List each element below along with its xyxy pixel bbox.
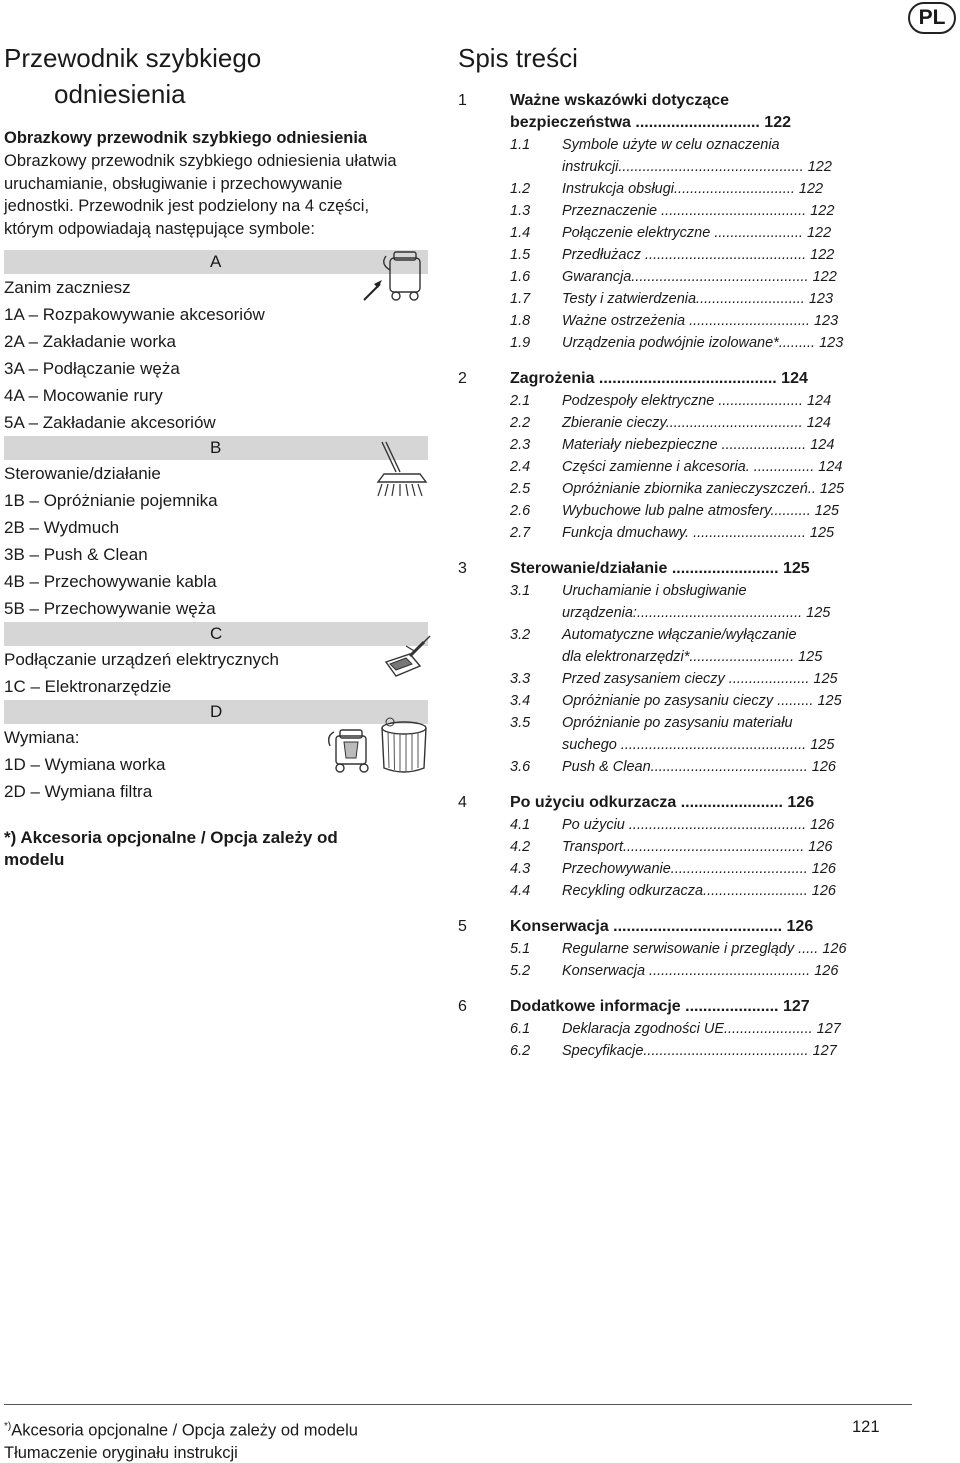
chapter-title-line: Zagrożenia ........................................ 124 bbox=[510, 370, 808, 387]
entry-title: Transport............................................. 126 bbox=[562, 839, 833, 855]
entry-number: 4.1 bbox=[510, 817, 531, 833]
entry-title: Opróżnianie zbiornika zanieczyszczeń.. 125 bbox=[562, 481, 845, 497]
list-item: 3A – Podłączanie węża bbox=[4, 359, 180, 378]
entry-title: suchego .............................................. 125 bbox=[562, 737, 835, 753]
list-item: 2D – Wymiana filtra bbox=[4, 782, 153, 801]
intro-heading: Obrazkowy przewodnik szybkiego odniesienia bbox=[4, 129, 368, 147]
footer-divider bbox=[4, 1404, 912, 1405]
translation-note: Tłumaczenie oryginału instrukcji bbox=[4, 1443, 238, 1462]
section-bar-d bbox=[4, 700, 428, 724]
vacuum-unpack-icon bbox=[360, 248, 428, 306]
toc-entry[interactable] bbox=[458, 960, 888, 982]
entry-title: urządzenia:......................................... 125 bbox=[562, 605, 831, 621]
entry-title: Push & Clean....................................... 126 bbox=[562, 759, 836, 775]
entry-title: Po użyciu ............................................ 126 bbox=[562, 817, 835, 833]
chapter-title-line: Sterowanie/działanie ........................ 125 bbox=[510, 560, 810, 577]
toc-entry[interactable] bbox=[458, 390, 888, 412]
page-number: 121 bbox=[852, 1418, 880, 1436]
section-bar-c bbox=[4, 622, 428, 646]
entry-number: 1.8 bbox=[510, 313, 531, 329]
list-item: 5B – Przechowywanie węża bbox=[4, 599, 216, 618]
section-heading: Wymiana: bbox=[4, 728, 80, 747]
toc-entry[interactable] bbox=[458, 310, 888, 332]
entry-number: 2.6 bbox=[510, 503, 531, 519]
entry-number: 5.2 bbox=[510, 963, 531, 979]
toc-entry[interactable] bbox=[458, 332, 888, 354]
toc-chapter-2[interactable] bbox=[458, 368, 888, 390]
toc-entry[interactable] bbox=[458, 456, 888, 478]
footnote-text: Akcesoria opcjonalne / Opcja zależy od modelu bbox=[11, 1421, 358, 1440]
chapter-number: 3 bbox=[458, 560, 467, 577]
entry-number: 2.1 bbox=[510, 393, 531, 409]
chapter-number: 1 bbox=[458, 92, 467, 109]
entry-title: Deklaracja zgodności UE...................... 127 bbox=[562, 1021, 841, 1037]
entry-number: 1.1 bbox=[510, 137, 531, 153]
chapter-title-line: Po użyciu odkurzacza ....................... 126 bbox=[510, 794, 815, 811]
toc-entry[interactable] bbox=[458, 668, 888, 690]
entry-title: dla elektronarzędzi*.......................... 125 bbox=[562, 649, 823, 665]
section-letter: C bbox=[210, 624, 223, 643]
list-item: 1C – Elektronarzędzie bbox=[4, 677, 172, 696]
toc-entry[interactable] bbox=[458, 712, 888, 756]
entry-number: 4.2 bbox=[510, 839, 531, 855]
toc-entry[interactable] bbox=[458, 200, 888, 222]
list-item: 4B – Przechowywanie kabla bbox=[4, 572, 217, 591]
entry-title: Połączenie elektryczne ...................... 122 bbox=[562, 225, 832, 241]
toc-entry[interactable] bbox=[458, 756, 888, 778]
table-of-contents bbox=[458, 40, 888, 1062]
chapter-number: 4 bbox=[458, 794, 467, 811]
entry-title: Automatyczne włączanie/wyłączanie bbox=[562, 627, 797, 643]
entry-number: 1.3 bbox=[510, 203, 531, 219]
toc-chapter-5[interactable] bbox=[458, 916, 888, 938]
title-line-1: Przewodnik szybkiego bbox=[4, 43, 262, 73]
toc-chapter-3[interactable] bbox=[458, 558, 888, 580]
entry-number: 1.7 bbox=[510, 291, 531, 307]
section-bar-b bbox=[4, 436, 428, 460]
title-line-2: odniesienia bbox=[54, 79, 186, 109]
page-title bbox=[4, 40, 434, 112]
footer-notes bbox=[4, 1416, 358, 1463]
toc-entry[interactable] bbox=[458, 244, 888, 266]
entry-title: instrukcji.............................................. 122 bbox=[562, 159, 832, 175]
bag-replacement-icon bbox=[326, 722, 378, 776]
section-heading: Zanim zaczniesz bbox=[4, 278, 131, 297]
entry-number: 3.2 bbox=[510, 627, 531, 643]
power-tool-icon bbox=[380, 634, 432, 682]
entry-title: Części zamienne i akcesoria. ............... 124 bbox=[562, 459, 843, 475]
entry-title: Recykling odkurzacza.......................... 126 bbox=[562, 883, 836, 899]
list-item: 1A – Rozpakowywanie akcesoriów bbox=[4, 305, 265, 324]
entry-number: 5.1 bbox=[510, 941, 531, 957]
chapter-number: 6 bbox=[458, 998, 467, 1015]
chapter-title-line: Ważne wskazówki dotyczące bbox=[510, 92, 730, 109]
toc-entry[interactable] bbox=[458, 434, 888, 456]
chapter-number: 2 bbox=[458, 370, 467, 387]
entry-title: Regularne serwisowanie i przeglądy ..... 126 bbox=[562, 941, 847, 957]
entry-title: Opróżnianie po zasysaniu cieczy ......... 125 bbox=[562, 693, 842, 709]
toc-entry[interactable] bbox=[458, 690, 888, 712]
entry-title: Urządzenia podwójnie izolowane*......... 123 bbox=[562, 335, 844, 351]
entry-title: Podzespoły elektryczne ..................... 124 bbox=[562, 393, 832, 409]
entry-number: 6.1 bbox=[510, 1021, 531, 1037]
intro-text: Obrazkowy przewodnik szybkiego odniesienia ułatwia uruchamianie, obsługiwanie i przechowywanie jednostki. Przewodnik jest podzielony na 4 części, którym odpowiadają następujące symbole: bbox=[4, 152, 397, 238]
entry-title: Przedłużacz ........................................ 122 bbox=[562, 247, 835, 263]
toc-entry[interactable] bbox=[458, 858, 888, 880]
section-letter: D bbox=[210, 702, 223, 721]
entry-number: 3.3 bbox=[510, 671, 531, 687]
toc-entry[interactable] bbox=[458, 266, 888, 288]
entry-title: Instrukcja obsługi.............................. 122 bbox=[562, 181, 824, 197]
entry-title: Materiały niebezpieczne ..................... 124 bbox=[562, 437, 835, 453]
toc-chapter-6[interactable] bbox=[458, 996, 888, 1018]
list-item: 3B – Push & Clean bbox=[4, 545, 148, 564]
entry-number: 1.9 bbox=[510, 335, 531, 351]
chapter-title-line: Konserwacja ...................................... 126 bbox=[510, 918, 814, 935]
entry-number: 1.6 bbox=[510, 269, 531, 285]
entry-number: 4.4 bbox=[510, 883, 531, 899]
entry-title: Gwarancja............................................ 122 bbox=[562, 269, 837, 285]
list-item: 5A – Zakładanie akcesoriów bbox=[4, 413, 216, 432]
chapter-title-line: bezpieczeństwa ............................ 122 bbox=[510, 114, 791, 131]
entry-number: 1.2 bbox=[510, 181, 531, 197]
entry-title: Przechowywanie.................................. 126 bbox=[562, 861, 836, 877]
toc-entry[interactable] bbox=[458, 1040, 888, 1062]
footnote-marker: *) bbox=[4, 1421, 12, 1432]
list-item: 4A – Mocowanie rury bbox=[4, 386, 163, 405]
list-item: 1B – Opróżnianie pojemnika bbox=[4, 491, 218, 510]
toc-entry[interactable] bbox=[458, 500, 888, 522]
entry-number: 2.7 bbox=[510, 525, 531, 541]
list-item: 2B – Wydmuch bbox=[4, 518, 120, 537]
entry-title: Ważne ostrzeżenia .............................. 123 bbox=[562, 313, 839, 329]
toc-entry[interactable] bbox=[458, 814, 888, 836]
toc-entry[interactable] bbox=[458, 880, 888, 902]
toc-entry[interactable] bbox=[458, 580, 888, 624]
toc-entry[interactable] bbox=[458, 288, 888, 310]
entry-title: Testy i zatwierdzenia........................... 123 bbox=[562, 291, 834, 307]
entry-title: Uruchamianie i obsługiwanie bbox=[562, 583, 747, 599]
toc-entry[interactable] bbox=[458, 412, 888, 434]
entry-number: 1.4 bbox=[510, 225, 531, 241]
chapter-number: 5 bbox=[458, 918, 467, 935]
entry-number: 3.5 bbox=[510, 715, 531, 731]
section-heading: Podłączanie urządzeń elektrycznych bbox=[4, 650, 279, 669]
entry-number: 2.5 bbox=[510, 481, 531, 497]
entry-number: 2.2 bbox=[510, 415, 531, 431]
entry-number: 2.4 bbox=[510, 459, 531, 475]
toc-entry[interactable] bbox=[458, 1018, 888, 1040]
chapter-title-line: Dodatkowe informacje ..................... 127 bbox=[510, 998, 810, 1015]
entry-number: 6.2 bbox=[510, 1043, 531, 1059]
entry-title: Przeznaczenie .................................... 122 bbox=[562, 203, 835, 219]
toc-entry[interactable] bbox=[458, 222, 888, 244]
section-letter: A bbox=[210, 252, 222, 271]
entry-title: Przed zasysaniem cieczy .................... 125 bbox=[562, 671, 838, 687]
entry-number: 3.6 bbox=[510, 759, 531, 775]
optional-accessories-note: *) Akcesoria opcjonalne / Opcja zależy od modelu bbox=[4, 828, 338, 869]
entry-number: 4.3 bbox=[510, 861, 531, 877]
entry-number: 1.5 bbox=[510, 247, 531, 263]
entry-title: Konserwacja ........................................ 126 bbox=[562, 963, 839, 979]
toc-title: Spis treści bbox=[458, 43, 578, 73]
list-item: 2A – Zakładanie worka bbox=[4, 332, 176, 351]
toc-entry[interactable] bbox=[458, 938, 888, 960]
toc-entry[interactable] bbox=[458, 522, 888, 544]
entry-title: Wybuchowe lub palne atmosfery.......... 125 bbox=[562, 503, 839, 519]
toc-entry[interactable] bbox=[458, 178, 888, 200]
footer-footnote bbox=[4, 1416, 358, 1442]
toc-entry[interactable] bbox=[458, 836, 888, 858]
toc-entry[interactable] bbox=[458, 624, 888, 668]
toc-chapter-1[interactable] bbox=[458, 90, 888, 134]
entry-number: 2.3 bbox=[510, 437, 531, 453]
entry-title: Symbole użyte w celu oznaczenia bbox=[562, 137, 780, 153]
entry-number: 3.4 bbox=[510, 693, 531, 709]
floor-nozzle-icon bbox=[374, 440, 430, 498]
filter-replacement-icon bbox=[378, 716, 430, 776]
entry-title: Zbieranie cieczy.................................. 124 bbox=[562, 415, 831, 431]
list-item: 1D – Wymiana worka bbox=[4, 755, 166, 774]
section-letter: B bbox=[210, 438, 222, 457]
entry-title: Funkcja dmuchawy. ............................ 125 bbox=[562, 525, 835, 541]
language-badge: PL bbox=[908, 2, 956, 34]
entry-number: 3.1 bbox=[510, 583, 531, 599]
entry-title: Opróżnianie po zasysaniu materiału bbox=[562, 715, 793, 731]
toc-entry[interactable] bbox=[458, 134, 888, 178]
toc-chapter-4[interactable] bbox=[458, 792, 888, 814]
toc-entry[interactable] bbox=[458, 478, 888, 500]
section-heading: Sterowanie/działanie bbox=[4, 464, 161, 483]
entry-title: Specyfikacje......................................... 127 bbox=[562, 1043, 837, 1059]
